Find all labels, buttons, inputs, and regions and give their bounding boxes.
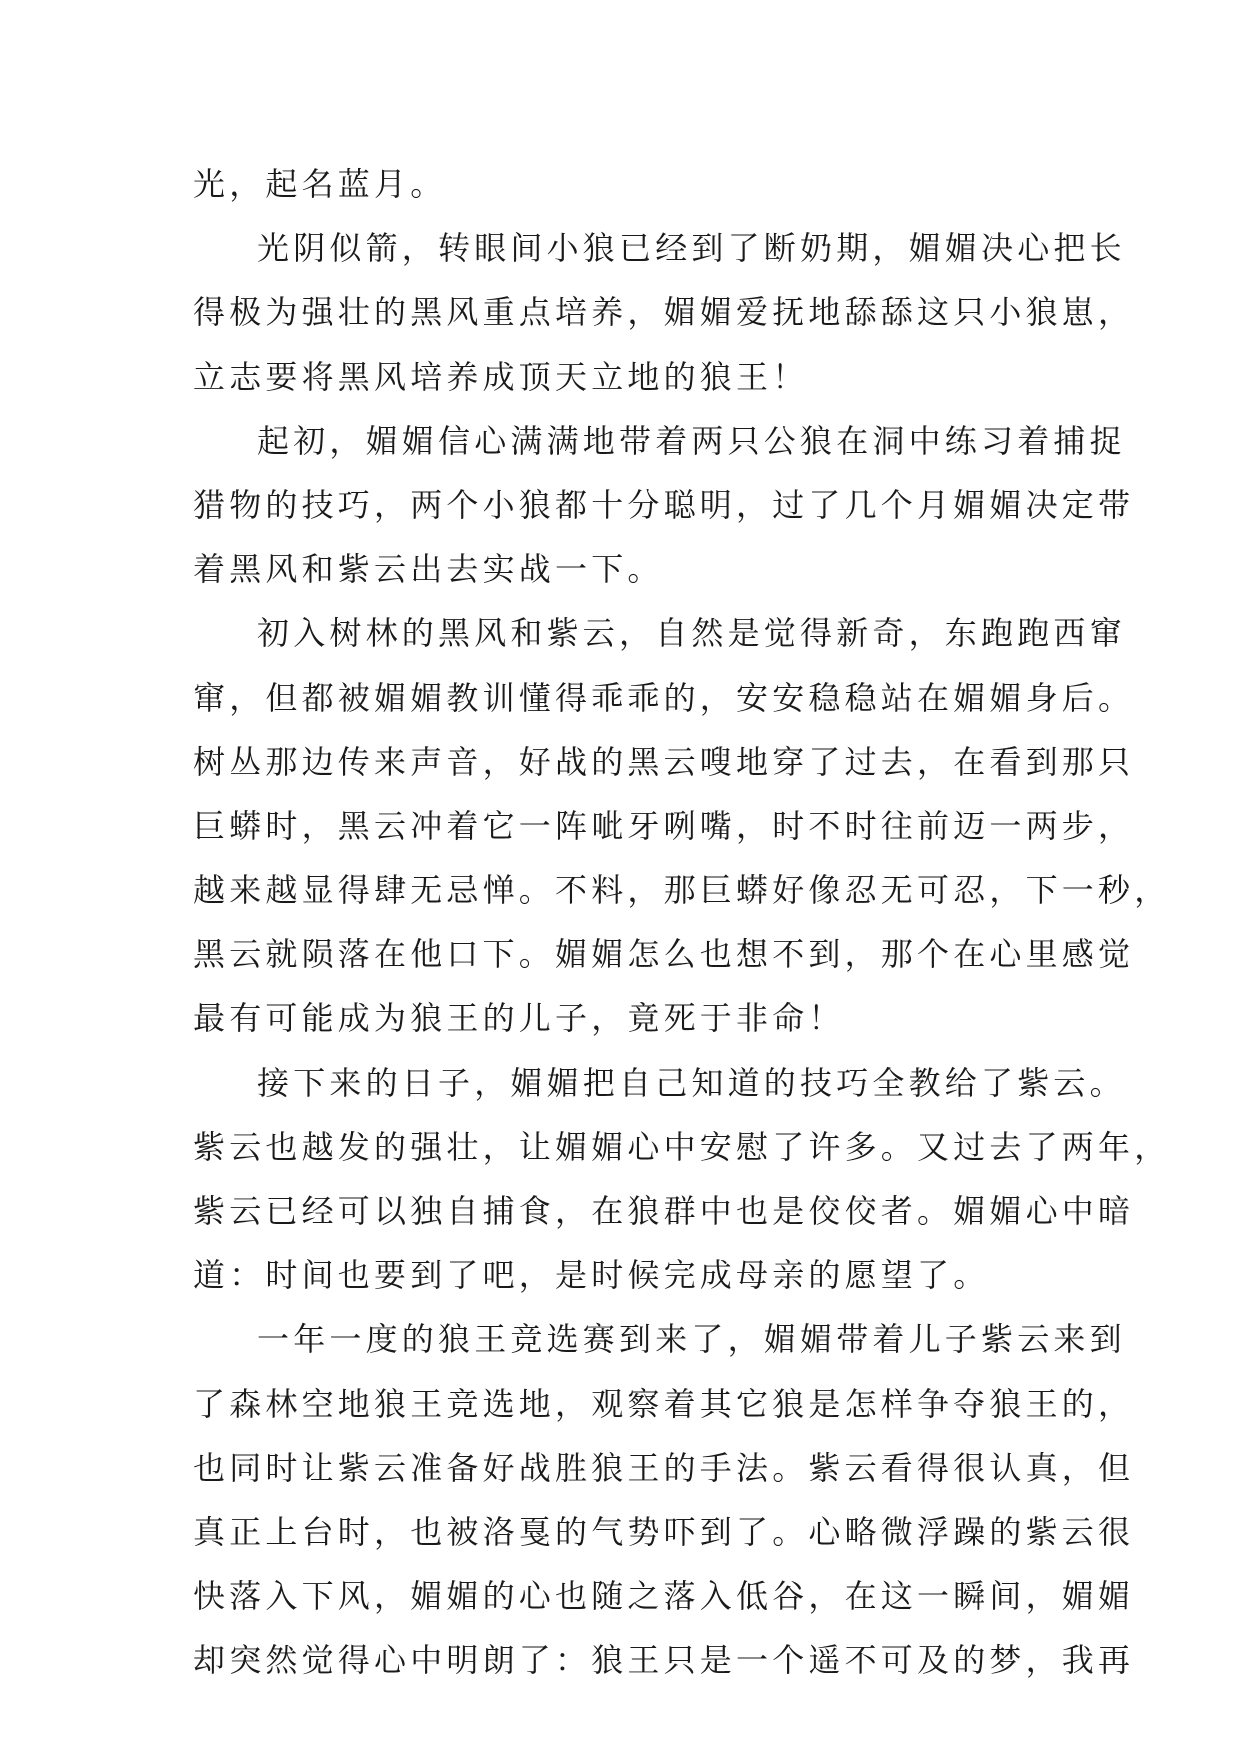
text-line: 初入树林的黑风和紫云，自然是觉得新奇，东跑跑西窜 xyxy=(257,614,1126,653)
text-line: 光，起名蓝月。 xyxy=(193,165,447,203)
text-line: 了森林空地狼王竞选地，观察着其它狼是怎样争夺狼王的， xyxy=(193,1384,1135,1423)
text-line: 起初，媚媚信心满满地带着两只公狼在洞中练习着捕捉 xyxy=(257,421,1126,460)
text-line: 得极为强壮的黑风重点培养，媚媚爱抚地舔舔这只小狼崽， xyxy=(193,293,1135,332)
text-line: 越来越显得肆无忌惮。不料，那巨蟒好像忍无可忍，下一秒， xyxy=(193,871,1171,910)
text-line: 着黑风和紫云出去实战一下。 xyxy=(193,550,664,589)
text-line: 光阴似箭，转眼间小狼已经到了断奶期，媚媚决心把长 xyxy=(257,229,1126,268)
text-line: 紫云已经可以独自捕食，在狼群中也是佼佼者。媚媚心中暗 xyxy=(193,1192,1135,1230)
text-line: 黑云就陨落在他口下。媚媚怎么也想不到，那个在心里感觉 xyxy=(193,935,1135,974)
text-line: 接下来的日子，媚媚把自己知道的技巧全教给了紫云。 xyxy=(257,1063,1126,1102)
text-line: 紫云也越发的强壮，让媚媚心中安慰了许多。又过去了两年， xyxy=(193,1127,1171,1166)
text-line: 快落入下风，媚媚的心也随之落入低谷，在这一瞬间，媚媚 xyxy=(193,1577,1135,1616)
text-line: 一年一度的狼王竞选赛到来了，媚媚带着儿子紫云来到 xyxy=(257,1320,1126,1359)
text-line: 树丛那边传来声音，好战的黑云嗖地穿了过去，在看到那只 xyxy=(193,742,1135,781)
document-page xyxy=(193,152,1171,1693)
text-line: 最有可能成为狼王的儿子，竟死于非命！ xyxy=(193,999,845,1038)
text-line: 真正上台时，也被洛戛的气势吓到了。心略微浮躁的紫云很 xyxy=(193,1512,1135,1551)
text-line: 猎物的技巧，两个小狼都十分聪明，过了几个月媚媚决定带 xyxy=(193,485,1135,524)
text-line: 窜，但都被媚媚教训懂得乖乖的，安安稳稳站在媚媚身后。 xyxy=(193,678,1135,717)
text-line: 却突然觉得心中明朗了：狼王只是一个遥不可及的梦，我再 xyxy=(193,1641,1135,1680)
text-line: 立志要将黑风培养成顶天立地的狼王！ xyxy=(193,357,809,396)
text-line: 巨蟒时，黑云冲着它一阵呲牙咧嘴，时不时往前迈一两步， xyxy=(193,806,1135,845)
text-line: 道：时间也要到了吧，是时候完成母亲的愿望了。 xyxy=(193,1256,990,1295)
text-line: 也同时让紫云准备好战胜狼王的手法。紫云看得很认真，但 xyxy=(193,1448,1135,1487)
